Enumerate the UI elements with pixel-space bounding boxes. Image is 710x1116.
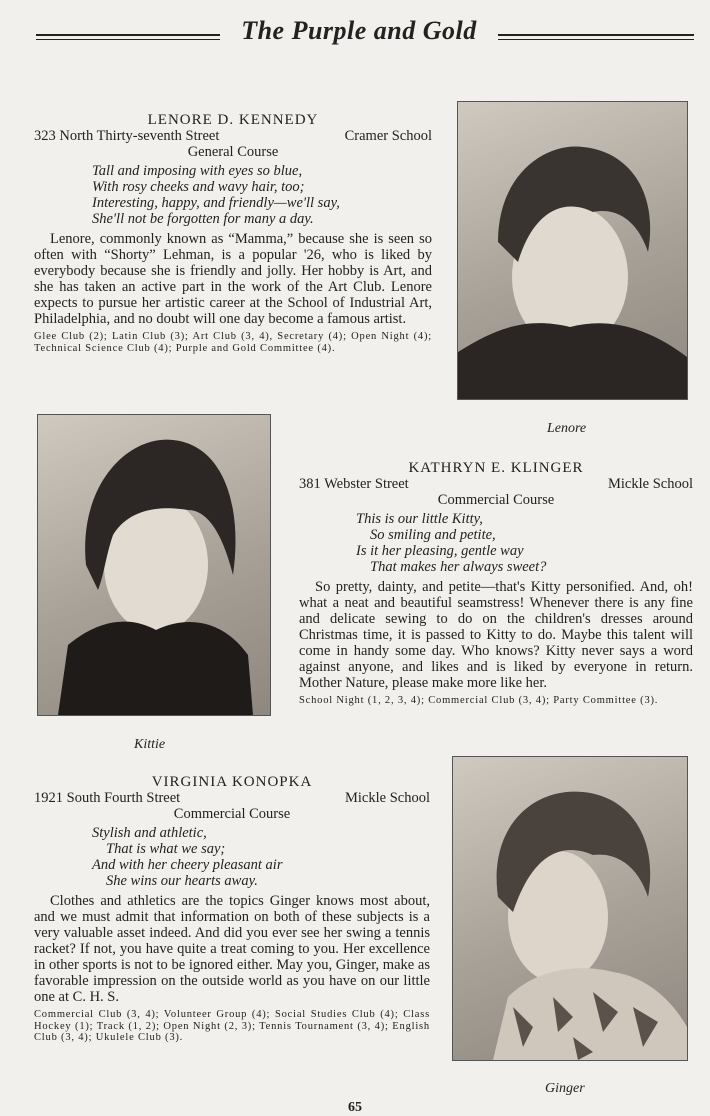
activities-list: Commercial Club (3, 4); Volunteer Group (4); Social Studies Club (4); Class Hockey (1); Track (1, 2); Open Night (2, 3); Tennis Tournament (3, 4); English Club (3, 4); Ukulele Club (3). <box>34 1009 430 1043</box>
bio-paragraph: So pretty, dainty, and petite—that's Kitty personified. And, oh! what a neat and beautiful seamstress! Whenever there is any fine and delicate sewing to do on the children's dresses around Christmas time, it is passed to Kitty to do. Maybe this talent will come in handy some day. Who knows? Kitty never says a word against anyone, and likes and is liked by everyone in return. Mother Nature, please make more like her. <box>299 579 693 691</box>
poem-line: So smiling and petite, <box>370 527 496 543</box>
activities-list: Glee Club (2); Latin Club (3); Art Club (3, 4), Secretary (4); Open Night (4); Technical Science Club (4); Purple and Gold Committee (4). <box>34 331 432 354</box>
student-entry-lenore <box>34 112 432 354</box>
portrait-photo-virginia <box>452 756 688 1061</box>
course-name: General Course <box>187 144 279 160</box>
photo-caption: Ginger <box>545 1081 585 1096</box>
poem <box>299 511 693 575</box>
student-name: KATHRYN E. KLINGER <box>408 460 584 476</box>
student-name: VIRGINIA KONOPKA <box>151 774 313 790</box>
student-entry-virginia <box>34 774 430 1044</box>
student-entry-kathryn <box>299 460 693 707</box>
street-address: 323 North Thirty-seventh Street <box>34 128 220 144</box>
address-line <box>34 790 430 806</box>
bio-paragraph: Clothes and athletics are the topics Ginger knows most about, and we must admit that information on both of these subjects is a very valuable asset indeed. And did you ever see her swing a tennis racket? If not, you have quite a treat coming to you. Her excellence in other sports is not to be ignored either. May you, Ginger, make as favorable impression on the outside world as you have on our little one at C. H. S. <box>34 893 430 1005</box>
header-rule-right <box>498 34 694 36</box>
course-name: Commercial Course <box>437 492 555 508</box>
poem-line: And with her cheery pleasant air <box>92 857 283 873</box>
bio-paragraph: Lenore, commonly known as “Mamma,” because she is seen so often with “Shorty” Lehman, is a popular '26, who is liked by everybody because she is friendly and jolly. Her hobby is Art, and she has taken an active part in the work of the Art Club. Lenore expects to pursue her artistic career at the School of Industrial Art, Philadelphia, and no doubt will one day become a famous artist. <box>34 231 432 327</box>
address-line <box>299 476 693 492</box>
poem-line: This is our little Kitty, <box>356 511 483 527</box>
poem-line: That is what we say; <box>106 841 226 857</box>
poem-line: Stylish and athletic, <box>92 825 207 841</box>
page-title: The Purple and Gold <box>241 16 477 45</box>
school-name: Mickle School <box>608 476 693 492</box>
poem-line: With rosy cheeks and wavy hair, too; <box>92 179 305 195</box>
portrait-photo-lenore <box>457 101 688 400</box>
poem-line: Is it her pleasing, gentle way <box>356 543 524 559</box>
photo-caption: Lenore <box>547 421 587 436</box>
poem-line: That makes her always sweet? <box>370 559 547 575</box>
header-rule-left <box>36 34 220 36</box>
address-line <box>34 128 432 144</box>
photo-caption: Kittie <box>134 737 166 752</box>
activities-list: School Night (1, 2, 3, 4); Commercial Club (3, 4); Party Committee (3). <box>299 695 659 706</box>
school-name: Cramer School <box>344 128 432 144</box>
street-address: 1921 South Fourth Street <box>34 790 181 806</box>
poem-line: She wins our hearts away. <box>106 873 258 889</box>
portrait-photo-kathryn <box>37 414 271 716</box>
header-rule-right-thin <box>498 39 694 40</box>
poem-line: Interesting, happy, and friendly—we'll say, <box>92 195 340 211</box>
page-header <box>0 14 710 54</box>
header-rule-left-thin <box>36 39 220 40</box>
school-name: Mickle School <box>345 790 430 806</box>
poem-line: Tall and imposing with eyes so blue, <box>92 163 303 179</box>
poem <box>34 825 430 889</box>
poem-line: She'll not be forgotten for many a day. <box>92 211 314 227</box>
student-name: LENORE D. KENNEDY <box>147 112 319 128</box>
street-address: 381 Webster Street <box>299 476 409 492</box>
course-name: Commercial Course <box>173 806 291 822</box>
poem <box>34 163 432 227</box>
page-number: 65 <box>348 1100 362 1115</box>
